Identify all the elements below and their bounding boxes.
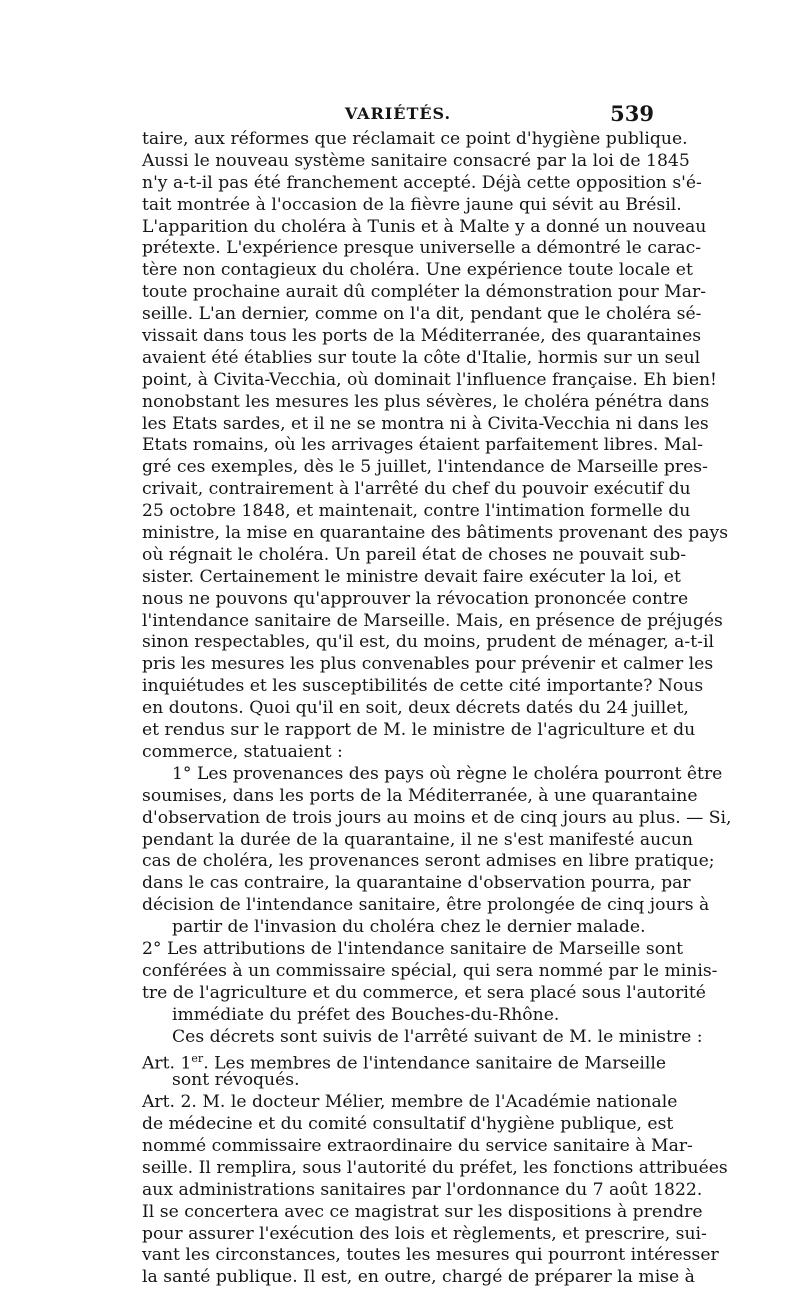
text-line: Il se concertera avec ce magistrat sur les dispositions à prendre (142, 1201, 703, 1222)
text-line: pour assurer l'exécution des lois et règlements, et prescrire, sui- (142, 1223, 707, 1244)
text-line: d'observation de trois jours au moins et de cinq jours au plus. — Si, (142, 807, 732, 828)
text-line: nonobstant les mesures les plus sévères, le choléra pénétra dans (142, 391, 710, 412)
text-line: immédiate du préfet des Bouches-du-Rhône. (172, 1004, 560, 1025)
text-line: nommé commissaire extraordinaire du service sanitaire à Mar- (142, 1135, 693, 1156)
text-line: partir de l'invasion du choléra chez le dernier malade. (172, 917, 646, 938)
text-line: pris les mesures les plus convenables pour prévenir et calmer les (142, 654, 714, 675)
text-line: vant les circonstances, toutes les mesures qui pourront intéresser (142, 1245, 719, 1266)
running-head: VARIÉTÉS. (344, 104, 452, 123)
text-line: la santé publique. Il est, en outre, chargé de préparer la mise à (142, 1267, 695, 1288)
page-number: 539 (610, 101, 654, 126)
text-line: sont révoqués. (172, 1070, 300, 1091)
text-line: les Etats sardes, et il ne se montra ni à Civita-Vecchia ni dans les (142, 413, 709, 434)
text-line: Etats romains, où les arrivages étaient parfaitement libres. Mal- (142, 435, 704, 456)
text-line: 1° Les provenances des pays où règne le choléra pourront être (172, 763, 723, 784)
text-line: avaient été établies sur toute la côte d'Italie, hormis sur un seul (142, 347, 701, 368)
text-line: Art. 2. M. le docteur Mélier, membre de l'Académie nationale (142, 1092, 678, 1113)
text-line: tait montrée à l'occasion de la fièvre jaune qui sévit au Brésil. (142, 194, 682, 215)
text-line: gré ces exemples, dès le 5 juillet, l'intendance de Marseille pres- (142, 457, 708, 478)
text-line: de médecine et du comité consultatif d'hygiène publique, est (142, 1114, 674, 1135)
text-line: seille. Il remplira, sous l'autorité du préfet, les fonctions attribuées (142, 1157, 728, 1178)
text-line: taire, aux réformes que réclamait ce point d'hygiène publique. (142, 129, 688, 149)
text-line: n'y a-t-il pas été franchement accepté. Déjà cette opposition s'é- (142, 172, 702, 193)
text-line: tre de l'agriculture et du commerce, et sera placé sous l'autorité (142, 982, 706, 1003)
text-line: tère non contagieux du choléra. Une expérience toute locale et (142, 260, 693, 281)
text-line: vissait dans tous les ports de la Méditerranée, des quarantaines (142, 326, 702, 347)
text-line: l'intendance sanitaire de Marseille. Mais, en présence de préjugés (142, 610, 723, 631)
page-header (142, 102, 654, 128)
text-line: nous ne pouvons qu'approuver la révocation prononcée contre (142, 588, 689, 609)
text-line: aux administrations sanitaires par l'ordonnance du 7 août 1822. (142, 1179, 703, 1200)
text-line: Ces décrets sont suivis de l'arrêté suivant de M. le ministre : (172, 1026, 703, 1047)
text-line: ministre, la mise en quarantaine des bâtiments provenant des pays (142, 523, 729, 544)
text-line: toute prochaine aurait dû compléter la démonstration pour Mar- (142, 282, 706, 303)
text-line: Art. 1er. Les membres de l'intendance sanitaire de Marseille (142, 1052, 667, 1075)
text-line: où régnait le choléra. Un pareil état de choses ne pouvait sub- (142, 544, 687, 565)
text-line: cas de choléra, les provenances seront admises en libre pratique; (142, 851, 715, 872)
text-line: L'apparition du choléra à Tunis et à Malte y a donné un nouveau (142, 216, 707, 237)
text-line: sinon respectables, qu'il est, du moins, prudent de ménager, a-t-il (142, 632, 714, 653)
text-line: décision de l'intendance sanitaire, être prolongée de cinq jours à (142, 895, 710, 916)
text-line: seille. L'an dernier, comme on l'a dit, pendant que le choléra sé- (142, 304, 702, 325)
text-line: commerce, statuaient : (142, 741, 343, 762)
text-line: soumises, dans les ports de la Méditerranée, à une quarantaine (142, 785, 698, 806)
text-line: Aussi le nouveau système sanitaire consacré par la loi de 1845 (142, 150, 690, 171)
text-line: pendant la durée de la quarantaine, il ne s'est manifesté aucun (142, 829, 693, 850)
text-line: 25 octobre 1848, et maintenait, contre l'intimation formelle du (142, 501, 691, 522)
text-line: dans le cas contraire, la quarantaine d'observation pourra, par (142, 873, 691, 894)
body-text (142, 129, 732, 1289)
text-line: crivait, contrairement à l'arrêté du chef du pouvoir exécutif du (142, 479, 691, 500)
text-line: en doutons. Quoi qu'il en soit, deux décrets datés du 24 juillet, (142, 698, 689, 719)
text-line: et rendus sur le rapport de M. le ministre de l'agriculture et du (142, 720, 696, 741)
text-line: conférées à un commissaire spécial, qui sera nommé par le minis- (142, 960, 718, 981)
text-line: point, à Civita-Vecchia, où dominait l'influence française. Eh bien! (142, 369, 717, 390)
text-line: 2° Les attributions de l'intendance sanitaire de Marseille sont (142, 938, 684, 959)
text-line: prétexte. L'expérience presque universelle a démontré le carac- (142, 238, 702, 259)
text-line: inquiétudes et les susceptibilités de cette cité importante? Nous (142, 676, 704, 697)
text-line: sister. Certainement le ministre devait faire exécuter la loi, et (142, 566, 681, 587)
